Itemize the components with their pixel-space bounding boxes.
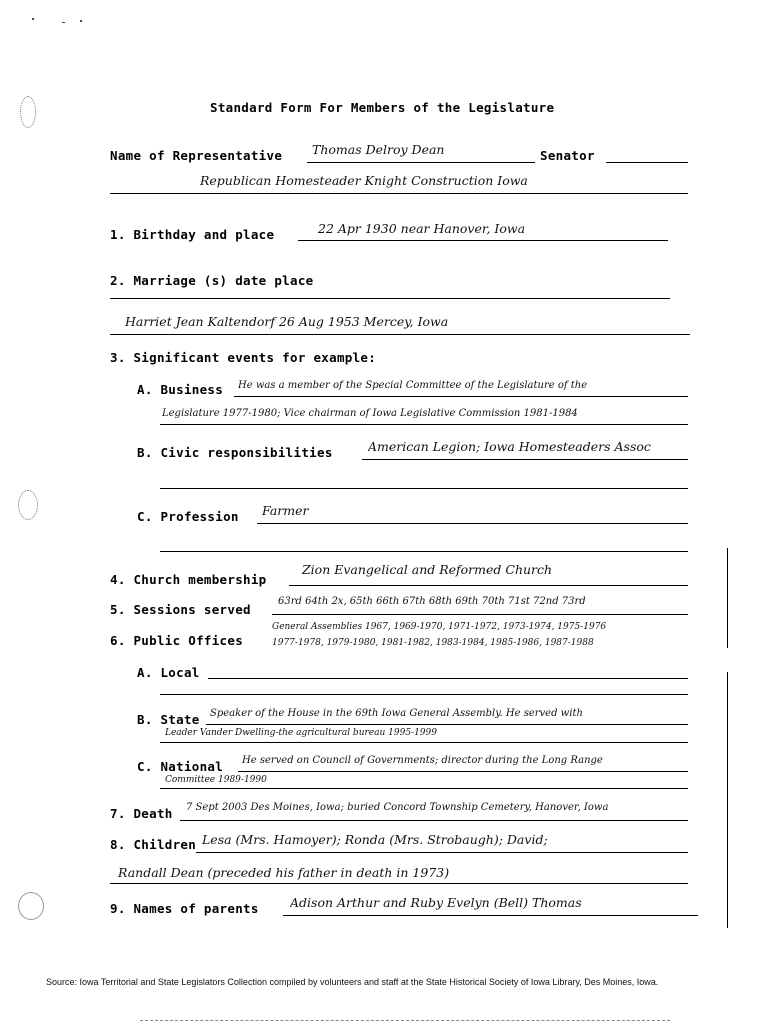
national-line: [238, 771, 688, 772]
civic-label: B. Civic responsibilities: [137, 445, 333, 460]
local-line: [208, 678, 688, 679]
business-value: He was a member of the Special Committee of the Legislature of the: [238, 380, 588, 391]
profession-line: [257, 523, 688, 524]
senator-label: Senator: [540, 148, 595, 163]
civic-line: [362, 459, 688, 460]
civic-line2: [160, 488, 688, 489]
national-value-2: Committee 1989-1990: [165, 775, 267, 785]
sessions-line: [272, 614, 688, 615]
business-label: A. Business: [137, 382, 224, 397]
senator-line: [606, 162, 688, 163]
local-line2: [160, 694, 688, 695]
scan-speck: [62, 22, 65, 23]
state-line2: [160, 742, 688, 743]
business-line2: [160, 424, 688, 425]
marriage-line2: [110, 334, 690, 335]
scan-bottom-edge: [140, 1020, 670, 1021]
death-label: 7. Death: [110, 806, 173, 821]
parents-value: Adison Arthur and Ruby Evelyn (Bell) Thomas: [290, 895, 582, 910]
marriage-line: [110, 298, 670, 299]
marriage-label: 2. Marriage (s) date place: [110, 273, 314, 288]
children-value: Lesa (Mrs. Hamoyer); Ronda (Mrs. Strobaugh); David;: [202, 832, 548, 847]
offices-label: 6. Public Offices: [110, 633, 244, 648]
business-value-2: Legislature 1977-1980; Vice chairman of Iowa Legislative Commission 1981-1984: [162, 408, 578, 419]
state-line: [206, 724, 688, 725]
children-line2: [110, 883, 688, 884]
offices-value: General Assemblies 1967, 1969-1970, 1971-1972, 1973-1974, 1975-1976: [272, 622, 607, 632]
state-label: B. State: [137, 712, 200, 727]
offices-value-2: 1977-1978, 1979-1980, 1981-1982, 1983-1984, 1985-1986, 1987-1988: [272, 638, 594, 648]
church-value: Zion Evangelical and Reformed Church: [302, 562, 553, 577]
children-value-2: Randall Dean (preceded his father in death in 1973): [118, 865, 450, 880]
birth-value: 22 Apr 1930 near Hanover, Iowa: [318, 221, 526, 236]
sessions-label: 5. Sessions served: [110, 602, 251, 617]
church-label: 4. Church membership: [110, 572, 267, 587]
children-line: [196, 852, 688, 853]
national-value: He served on Council of Governments; director during the Long Range: [242, 755, 603, 766]
parents-line: [283, 915, 698, 916]
sessions-value: 63rd 64th 2x, 65th 66th 67th 68th 69th 70th 71st 72nd 73rd: [278, 596, 586, 607]
state-value-2: Leader Vander Dwelling-the agricultural bureau 1995-1999: [165, 728, 437, 738]
national-line2: [160, 788, 688, 789]
children-label: 8. Children: [110, 837, 197, 852]
profession-line2: [160, 551, 688, 552]
national-label: C. National: [137, 759, 224, 774]
form-title: Standard Form For Members of the Legislature: [210, 100, 555, 115]
hole-punch-mark: [18, 490, 38, 520]
scan-speck: [32, 18, 34, 20]
marriage-value: Harriet Jean Kaltendorf 26 Aug 1953 Mercey, Iowa: [125, 314, 449, 329]
civic-value: American Legion; Iowa Homesteaders Assoc: [368, 439, 651, 454]
source-caption: Source: Iowa Territorial and State Legislators Collection compiled by volunteers and staff at the State Historical Society of Iowa Library, Des Moines, Iowa.: [46, 977, 659, 987]
profession-label: C. Profession: [137, 509, 239, 524]
name-line: [307, 162, 535, 163]
birth-label: 1. Birthday and place: [110, 227, 275, 242]
scan-speck: [80, 20, 82, 22]
state-value: Speaker of the House in the 69th Iowa General Assembly. He served with: [210, 708, 583, 719]
name-label: Name of Representative: [110, 148, 283, 163]
church-line: [289, 585, 688, 586]
local-label: A. Local: [137, 665, 200, 680]
events-label: 3. Significant events for example:: [110, 350, 377, 365]
margin-mark: [727, 672, 728, 928]
name-line2-value: Republican Homesteader Knight Construction Iowa: [200, 173, 528, 188]
name-value: Thomas Delroy Dean: [312, 142, 445, 157]
birth-line: [298, 240, 668, 241]
death-value: 7 Sept 2003 Des Moines, Iowa; buried Concord Township Cemetery, Hanover, Iowa: [186, 802, 609, 813]
death-line: [180, 820, 688, 821]
profession-value: Farmer: [262, 503, 309, 518]
parents-label: 9. Names of parents: [110, 901, 259, 916]
margin-mark: [727, 548, 728, 648]
hole-punch-mark: [20, 96, 36, 128]
name-line2: [110, 193, 688, 194]
hole-punch-mark: [18, 892, 44, 920]
business-line: [234, 396, 688, 397]
